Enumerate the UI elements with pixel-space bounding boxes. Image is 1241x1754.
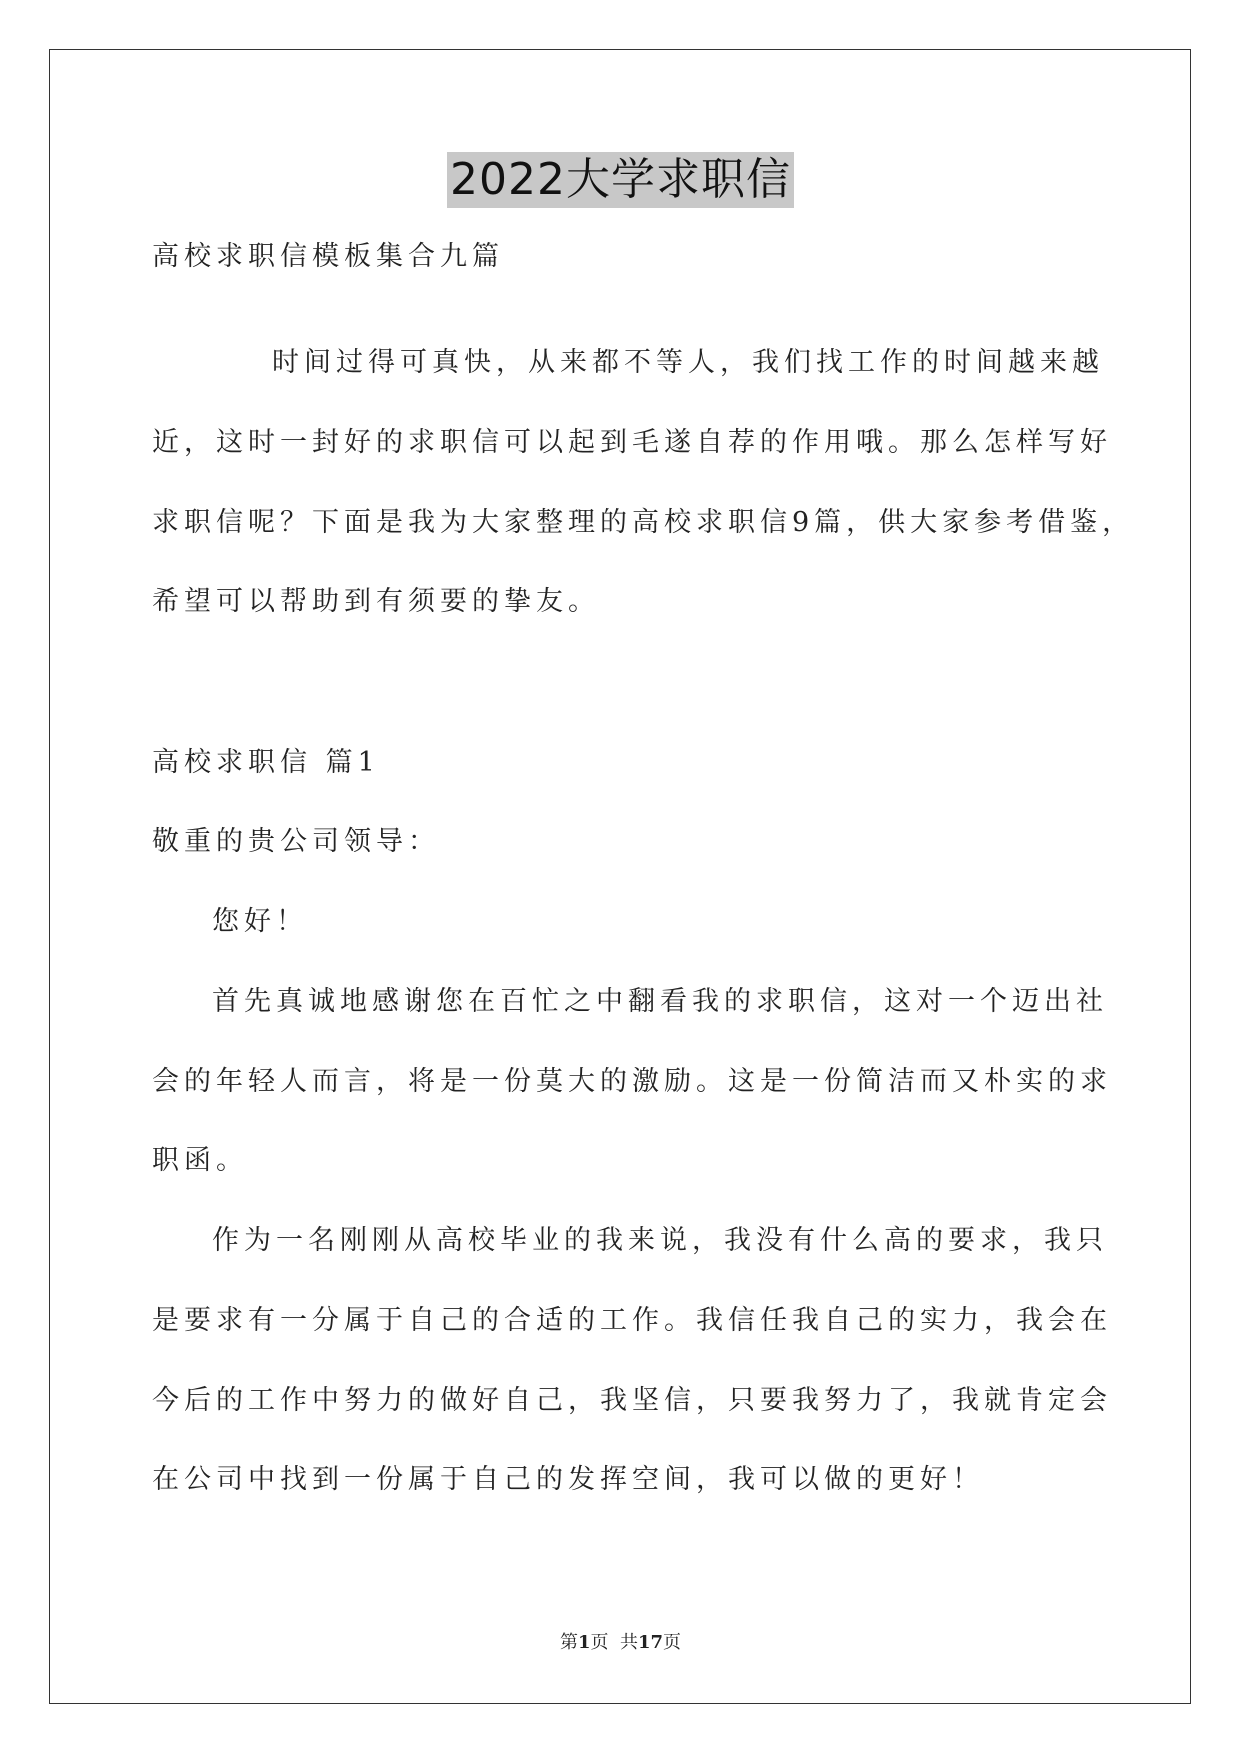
intro-line: 希望可以帮助到有须要的挚友。 [152,586,600,617]
intro-line: 求职信呢？下面是我为大家整理的高校求职信9篇，供大家参考借鉴， [152,507,1135,538]
intro-line: 时间过得可真快，从来都不等人，我们找工作的时间越来越 [272,347,1104,378]
paragraph-line: 职函。 [152,1145,248,1176]
footer-middle: 页 共 [590,1632,638,1653]
page-border [49,49,1191,1704]
title-container [0,152,1241,208]
document-subtitle: 高校求职信模板集合九篇 [152,241,504,272]
salutation: 敬重的贵公司领导： [152,826,440,857]
footer-suffix: 页 [663,1632,682,1653]
paragraph-line: 是要求有一分属于自己的合适的工作。我信任我自己的实力，我会在 [152,1305,1112,1336]
greeting: 您好！ [212,906,308,937]
page-footer [0,1632,1241,1654]
section-heading: 高校求职信 篇1 [152,747,380,778]
footer-prefix: 第 [559,1632,578,1653]
paragraph-line: 在公司中找到一份属于自己的发挥空间，我可以做的更好！ [152,1464,984,1495]
total-page-count: 17 [637,1632,664,1653]
paragraph-line: 首先真诚地感谢您在百忙之中翻看我的求职信，这对一个迈出社 [212,986,1108,1017]
document-title: 2022大学求职信 [447,152,794,208]
paragraph-line: 作为一名刚刚从高校毕业的我来说，我没有什么高的要求，我只 [212,1225,1108,1256]
paragraph-line: 今后的工作中努力的做好自己，我坚信，只要我努力了，我就肯定会 [152,1385,1112,1416]
intro-line: 近，这时一封好的求职信可以起到毛遂自荐的作用哦。那么怎样写好 [152,427,1112,458]
current-page-number: 1 [577,1632,591,1653]
paragraph-line: 会的年轻人而言，将是一份莫大的激励。这是一份简洁而又朴实的求 [152,1066,1112,1097]
